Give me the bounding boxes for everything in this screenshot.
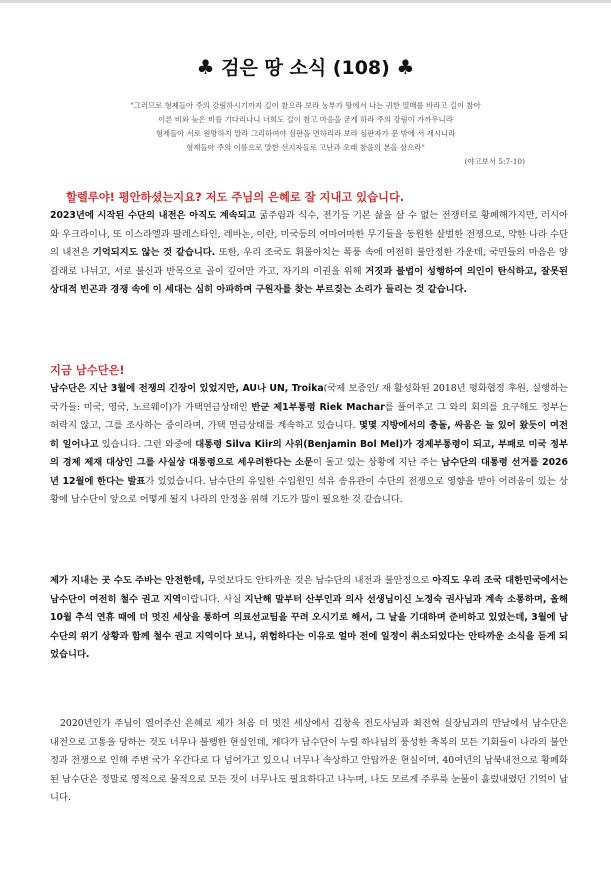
bold-text: 아직도 우리 조국 대한민국에서는 남수단이 여전히 철수 권고 지역 [50,575,568,605]
paragraph-south-sudan-news [50,380,568,510]
bold-text: 기억되지도 않는 것 같습니다. [92,247,216,258]
body-text: 가 있었습니다. 남수단의 유일한 수입원인 석유 송유관이 수단의 전쟁으로 영향을 받아 어려움이 있는 상황에 남수단이 앞으로 어떻게 될지 나라의 안정을 위해 기도가 많이 필요한 것 같습니다. [50,475,568,505]
club-suit-icon-right: ♣ [396,55,415,79]
bold-text: 몇몇 지방에서의 충돌, 싸움은 늘 있어 왔듯이 여전히 일어나고 [50,420,568,450]
body-text: 또한, 우리 조국도 휘몰아치는 폭풍 속에 여전히 불안정한 가운데, 국민들의 마음은 양갈래로 나뉘고, 서로 불신과 반목으로 골이 깊어만 가고, 자기의 이권을 위해 [50,247,568,277]
greeting-heading: 할렐루야! 평안하셨는지요? 저도 주님의 은혜로 잘 지내고 있습니다. [66,191,405,204]
bold-text: 대통령 Silva Kiir의 사위(Benjamin Bol Mel)가 경제부통령이 되고, 부패로 미국 정부의 경제 제재 대상인 그를 사실상 대통령으로 세우려한다는 소문 [50,438,568,468]
section-heading-south-sudan: 지금 남수단은! [50,364,125,377]
body-text: 있습니다. 그런 와중에 [98,438,196,450]
bold-text: 2023년에 시작된 수단의 내전은 아직도 계속되고 [50,210,256,221]
body-text: 를 풀어주고 그 와의 회의를 요구해도 정부는 허락지 않고, 그를 조사하는 중이라며, 가택 연금상태를 계속하고 있습니다. [50,401,568,431]
paragraph-intro [50,207,568,300]
bold-text: 지난해 말부터 산부인과 의사 선생님이신 노정숙 권사님과 계속 소통하며, 올해 10월 추석 연휴 때에 더 멋진 세상을 통하여 의료선교팀을 꾸려 오시기로 해서, 그 날을 기대하며 준비하고 있었는데, 3월에 남수단의 위기 상황과 함께 철수 권고 지역이다 보니, 위험하다는 이유로 얼마 전에 일정이 취소되었다는 안타까운 소식을 듣게 되었습니다. [50,593,568,660]
bold-text: 남수단의 대통령 선거를 2026년 12월에 한다는 발표 [50,457,568,487]
quote-line: 형제들아 주의 이름으로 말한 선지자들로 고난과 오래 참음의 본을 삼으라" [186,143,425,152]
body-text: 이랍니다. 사실 [181,593,245,605]
newsletter-title [0,53,611,80]
bold-text: 제가 지내는 곳 수도 주바는 안전한데, [50,575,205,586]
paragraph-juba-safety [50,572,568,665]
title-text: 검은 땅 소식 (108) [221,57,390,79]
bold-text: 남수단은 지난 3월에 전쟁의 긴장이 있었지만, AU나 UN, Troika [50,383,324,394]
body-text: 굶주림과 식수, 전기등 기본 삶을 살 수 없는 전쟁터로 황폐해가지만, 러시아와 우크라이나, 또 이스라엘과 팔레스타인, 레바논, 이란, 미국등의 어마어마한 무기들을 동원한 살벌한 전쟁으로, 약한 나라 수단의 내전은 [50,210,569,258]
quote-line: 형제들아 서로 원망하지 말라 그리하여야 심판을 면하리라 보라 심판자가 문 밖에 서 계시니라 [155,129,456,138]
scripture-quote [60,99,551,169]
club-suit-icon-left: ♣ [196,55,215,79]
quote-line: 이른 비와 늦은 비를 기다리나니 너희도 길이 참고 마음을 굳게 하라 주의 강림이 가까우니라 [158,115,453,124]
bold-text: 거짓과 불법이 성행하여 의인이 탄식하고, 잘못된 상대적 빈곤과 경쟁 속에 이 세대는 심히 아파하며 구원자를 찾는 부르짖는 소리가 들리는 것 같습니다. [50,265,568,295]
paragraph-memory-2020 [50,715,568,808]
body-text: 2020년인가 주님이 열어주신 은혜로 제가 처음 더 멋진 세상에서 김창욱 전도사님과 최진혁 실장님과의 만남에서 남수단은 내전으로 고통을 당하는 것도 너무나 불행한 현실인데, 게다가 남수단이 누릴 하나님의 풍성한 축복의 모든 기회들이 나라의 불안정과 전쟁으로 인해 주변 국가 우간다로 다 넘어가고 있으니 너무나 속상하고 안탑까운 현실이며, 40여년의 남북내전으로 황폐화된 남수단은 정말로 영적으로 물적으로 모든 것이 너무나도 필요하다고 나누며, 나도 모르게 주루룩 눈물이 흘렀내렸던 기억이 납니다. [50,718,568,803]
scripture-reference: (야고보서 5:7-10) [464,157,525,166]
quote-line: "그러므로 형제들아 주의 강림하시기까지 길이 참으라 보라 농부가 땅에서 나는 귀한 열매를 바라고 길이 참아 [130,101,481,110]
body-text: 무엇보다도 안타까운 것은 남수단의 내전과 불안정으로 [204,575,433,586]
body-text: (국제 보증인/ 재 활성화된 2018년 평화협정 후원, 실행하는 국가들: 미국, 영국, 노르웨이)가 가택연금상태인 [50,383,568,413]
body-text: 이 돌고 있는 상황에 지난 주는 [313,457,442,468]
bold-text: 반군 제1부통령 Riek Machar [251,401,385,413]
